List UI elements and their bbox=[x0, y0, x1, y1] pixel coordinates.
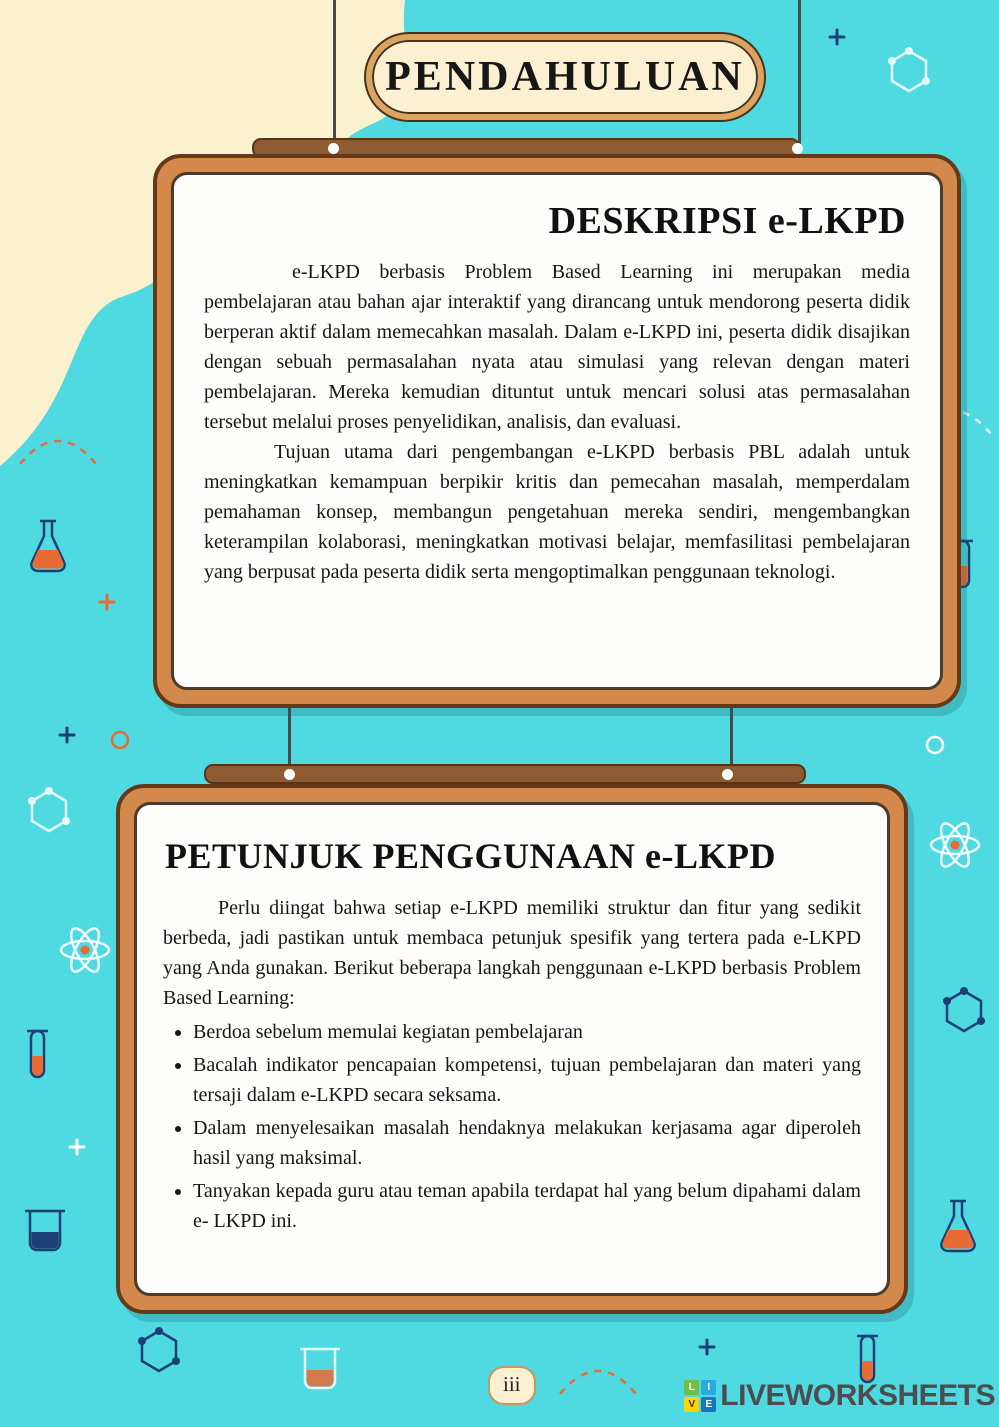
logo-tile-i: I bbox=[701, 1380, 716, 1395]
hanging-string bbox=[798, 0, 801, 146]
list-item: • Berdoa sebelum memulai kegiatan pembelajaran bbox=[193, 1017, 861, 1047]
flask-icon bbox=[31, 521, 64, 571]
deskripsi-board-content bbox=[171, 172, 943, 690]
beaker-icon bbox=[300, 1349, 340, 1388]
hanging-string bbox=[333, 0, 336, 146]
petunjuk-title: PETUNJUK PENGGUNAAN e-LKPD bbox=[165, 836, 776, 876]
hanger-pin bbox=[722, 769, 733, 780]
atom-icon bbox=[61, 925, 109, 976]
molecule-icon bbox=[888, 47, 930, 91]
liveworksheets-logo[interactable] bbox=[684, 1379, 995, 1413]
plus-icon bbox=[70, 1140, 84, 1154]
dashed-arc-icon bbox=[20, 441, 96, 464]
deskripsi-title: DESKRIPSI e-LKPD bbox=[548, 200, 906, 242]
beaker-icon bbox=[25, 1211, 65, 1250]
deskripsi-paragraph-2: Tujuan utama dari pengembangan e-LKPD berbasis PBL adalah untuk meningkatkan kemampuan berpikir kritis dan pemecahan masalah, memperdalam pemahaman konsep, membangun pengetahuan mereka sendiri, mengembangkan keterampilan kolaborasi, meningkatkan motivasi belajar, memfasilitasi pembelajaran yang berpusat pada peserta didik serta mengoptimalkan penggunaan teknologi. bbox=[204, 441, 910, 583]
petunjuk-board bbox=[116, 784, 908, 1314]
flask-icon bbox=[941, 1201, 974, 1251]
petunjuk-board-content bbox=[134, 802, 890, 1296]
dashed-arc-icon bbox=[560, 1371, 636, 1394]
logo-tile-l: L bbox=[684, 1380, 699, 1395]
atom-icon bbox=[931, 820, 979, 871]
circle-icon bbox=[927, 737, 943, 753]
plus-icon bbox=[100, 595, 114, 609]
molecule-icon bbox=[138, 1327, 180, 1371]
title-banner bbox=[366, 34, 764, 120]
page-number-badge bbox=[488, 1366, 536, 1405]
list-item: • Dalam menyelesaikan masalah hendaknya melakukan kerjasama agar diperoleh hasil yang maksimal. bbox=[193, 1113, 861, 1173]
plus-icon bbox=[700, 1340, 714, 1354]
logo-tile-e: E bbox=[701, 1397, 716, 1412]
hanging-string bbox=[730, 706, 733, 772]
page-number: iii bbox=[503, 1372, 521, 1396]
molecule-icon bbox=[943, 987, 985, 1031]
logo-tile-v: V bbox=[684, 1397, 699, 1412]
liveworksheets-wordmark: LIVEWORKSHEETS bbox=[720, 1379, 995, 1412]
hanger-pin bbox=[792, 143, 803, 154]
petunjuk-list bbox=[163, 1017, 861, 1236]
molecule-icon bbox=[28, 787, 70, 831]
hanger-pin bbox=[328, 143, 339, 154]
test-tube-icon bbox=[27, 1031, 48, 1077]
hanger-pin bbox=[284, 769, 295, 780]
page-title: PENDAHULUAN bbox=[385, 54, 745, 100]
plus-icon bbox=[830, 30, 844, 44]
deskripsi-board bbox=[153, 154, 961, 708]
circle-icon bbox=[112, 732, 128, 748]
plus-icon bbox=[60, 728, 74, 742]
list-item: • Tanyakan kepada guru atau teman apabila terdapat hal yang belum dipahami dalam e- LKPD ini. bbox=[193, 1176, 861, 1236]
petunjuk-intro: Perlu diingat bahwa setiap e-LKPD memiliki struktur dan fitur yang sedikit berbeda, jadi pastikan untuk membaca petunjuk spesifik yang tertera pada e-LKPD yang Anda gunakan. Berikut beberapa langkah penggunaan e-LKPD berbasis Problem Based Learning: bbox=[163, 897, 861, 1009]
liveworksheets-logo-icon bbox=[684, 1380, 716, 1412]
test-tube-icon bbox=[857, 1336, 878, 1382]
list-item: • Bacalah indikator pencapaian kompetensi, tujuan pembelajaran dan materi yang tersaji dalam e-LKPD secara seksama. bbox=[193, 1050, 861, 1110]
hanging-string bbox=[288, 706, 291, 772]
deskripsi-paragraph-1: e-LKPD berbasis Problem Based Learning ini merupakan media pembelajaran atau bahan ajar interaktif yang dirancang untuk mendorong peserta didik berperan aktif dalam memecahkan masalah. Dalam e-LKPD ini, peserta didik disajikan dengan sebuah permasalahan nyata atau simulasi yang relevan dengan materi pembelajaran. Mereka kemudian dituntut untuk mencari solusi atas permasalahan tersebut melalui proses penyelidikan, analisis, dan evaluasi. bbox=[204, 261, 910, 433]
